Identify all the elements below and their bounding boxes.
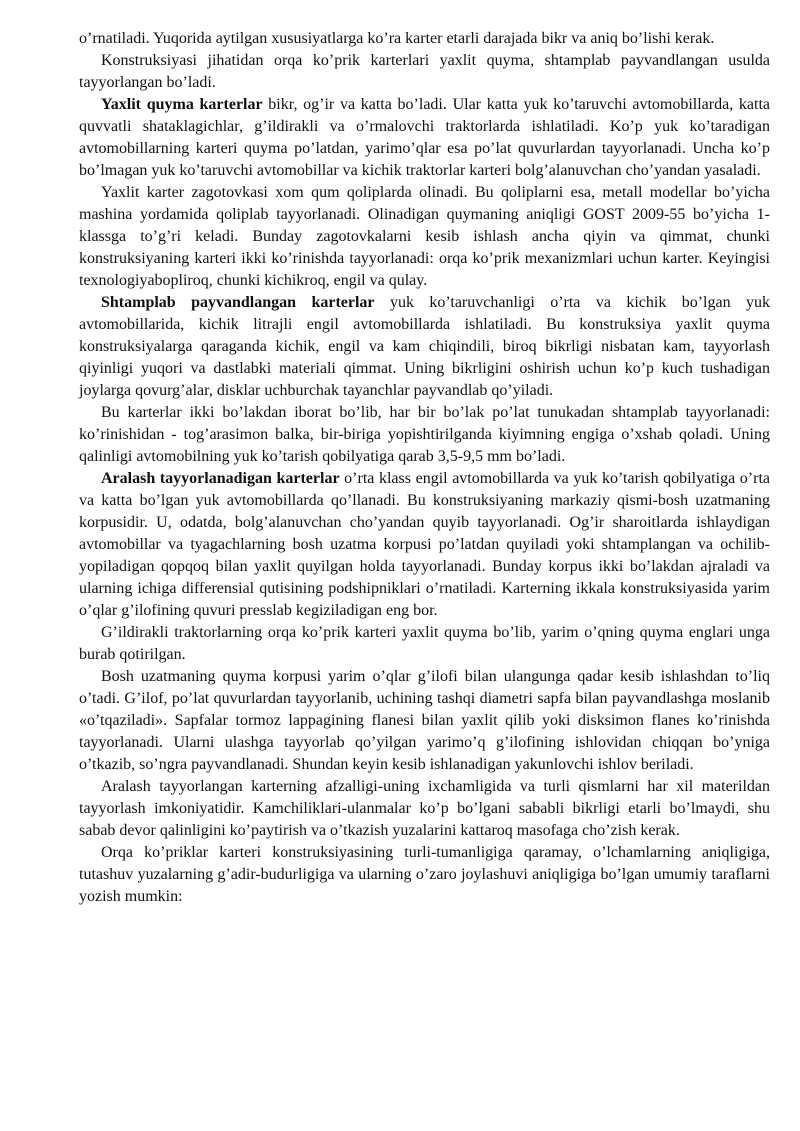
paragraph-text: Orqa ko’priklar karteri konstruksiyasining turli-tumanligiga qaramay, o’lchamlarning aniqligiga, tutashuv yuzalarning g’adir-budurligiga va ularning o’zaro joylashuvi aniqligiga bo’lgan umumiy taraflarni yozish mumkin:	[79, 844, 770, 905]
paragraph-9	[79, 666, 770, 776]
paragraph-8	[79, 622, 770, 666]
paragraph-11	[79, 842, 770, 908]
paragraph-lead-heading: Yaxlit quyma karterlar	[101, 96, 263, 113]
paragraph-text: bikr, og’ir va katta bo’ladi. Ular katta yuk ko’taruvchi avtomobillarda, katta quvvatli shataklagichlar, g’ildirakli va o’rmalovchi traktorlarda ishlatiladi. Ko’p yuk ko’taradigan avtomobillarning karteri quyma po’latdan, yarimo’qlar esa po’lat quvurlardan tayyorlanadi. Uncha ko’p bo’lmagan yuk ko’taruvchi avtomobillar va kichik traktorlar karteri bolg’alanuvchan cho’yandan yasaladi.	[79, 96, 771, 179]
paragraph-7	[79, 468, 770, 622]
paragraph-text: o’rta klass engil avtomobillarda va yuk ko’tarish qobilyatiga o’rta va katta bo’lgan yuk avtomobillarda qo’llanadi. Bu konstruksiyaning markaziy qismi-bosh uzatmaning korpusidir. U, odatda, bolg’alanuvchan cho’yandan quyib tayyorlanadi. Og’ir sharoitlarda ishlaydigan avtomobillar va tyagachlarning bosh uzatma korpusi po’latdan quyiladi yoki shtamplangan va ochilib-yopiladigan qopqoq bilan yaxlit quyilgan holda tayyorlanadi. Bunday korpus ikki bo’lakdan ajraladi va ularning ichiga differensial qutisining podshipniklari o’rnatiladi. Karterning ikkala konstruksiyasida yarim o’qlar g’ilofining quvuri presslab kegiziladigan eng bor.	[79, 470, 770, 619]
paragraph-10	[79, 776, 770, 842]
paragraph-6	[79, 402, 770, 468]
paragraph-text: Bosh uzatmaning quyma korpusi yarim o’qlar g’ilofi bilan ulangunga qadar kesib ishlashdan to’liq o’tadi. G’ilof, po’lat quvurlardan tayyorlanib, uchining tashqi diametri sapfa bilan payvandlashga moslanib «o’tqaziladi». Sapfalar tormoz lappagining flanesi bilan yaxlit qilib yoki disksimon flanes ko’rinishda tayyorlanadi. Ularni ulashga tayyorlab qo’yilgan yarimo’q g’ilofining ishlovidan chiqqan bo’yniga o’tkazib, so’ngra payvandlanadi. Shundan keyin kesib ishlanadigan yakunlovchi ishlov beriladi.	[79, 668, 770, 773]
paragraph-3	[79, 94, 770, 182]
paragraph-text: o’rnatiladi. Yuqorida aytilgan xususiyatlarga ko’ra karter etarli darajada bikr va aniq bo’lishi kerak.	[79, 30, 715, 47]
paragraph-lead-heading: Shtamplab payvandlangan karterlar	[101, 294, 375, 311]
paragraph-text: G’ildirakli traktorlarning orqa ko’prik karteri yaxlit quyma bo’lib, yarim o’qning quyma englari unga burab qotirilgan.	[79, 624, 770, 663]
paragraph-4	[79, 182, 770, 292]
paragraph-text: Yaxlit karter zagotovkasi xom qum qoliplarda olinadi. Bu qoliplarni esa, metall modellar bo’yicha mashina yordamida qoliplab tayyorlanadi. Olinadigan quymaning aniqligi GOST 2009-55 bo’yicha 1-klassga to’g’ri keladi. Bunday zagotovkalarni kesib ishlash ancha qiyin va qimmat, chunki konstruksiyaning karteri ikki ko’rinishda tayyorlanadi: orqa ko’prik mexanizmlari uchun karter. Keyingisi texnologiyabopliroq, chunki kichikroq, engil va qulay.	[79, 184, 770, 289]
paragraph-text: yuk ko’taruvchanligi o’rta va kichik bo’lgan yuk avtomobillarida, kichik litrajli engil avtomobillarda ishlatiladi. Bu konstruksiya yaxlit quyma konstruksiyalarga qaraganda kichik, engil va kam chiqindili, biroq bikrligi nisbatan kam, tayyorlash qiyinligi yuqori va dastlabki materiali qimmat. Uning bikrligini oshirish uchun ko’p kuch tushadigan joylarga qovurg’alar, disklar uchburchak tayanchlar payvandlab qo’yiladi.	[79, 294, 770, 399]
paragraph-5	[79, 292, 770, 402]
paragraph-text: Bu karterlar ikki bo’lakdan iborat bo’lib, har bir bo’lak po’lat tunukadan shtamplab tayyorlanadi: ko’rinishidan - tog’arasimon balka, bir-biriga yopishtirilganda kiyimning engiga o’xshab qoladi. Uning qalinligi avtomobilning yuk ko’tarish qobilyatiga qarab 3,5-9,5 mm bo’ladi.	[79, 404, 770, 465]
paragraph-text: Konstruksiyasi jihatidan orqa ko’prik karterlari yaxlit quyma, shtamplab payvandlangan usulda tayyorlangan bo’ladi.	[79, 52, 770, 91]
paragraph-1	[79, 28, 770, 50]
paragraph-lead-heading: Aralash tayyorlanadigan karterlar	[101, 470, 340, 487]
paragraph-text: Aralash tayyorlangan karterning afzalligi-uning ixchamligida va turli qismlarni har xil materildan tayyorlash imkoniyatidir. Kamchiliklari-ulanmalar ko’p bo’lgani sababli bikrligi etarli bo’lmaydi, shu sabab devor qalinligini ko’paytirish va o’tkazish yuzalarini kattaroq masofaga cho’zish kerak.	[79, 778, 770, 839]
paragraph-2	[79, 50, 770, 94]
